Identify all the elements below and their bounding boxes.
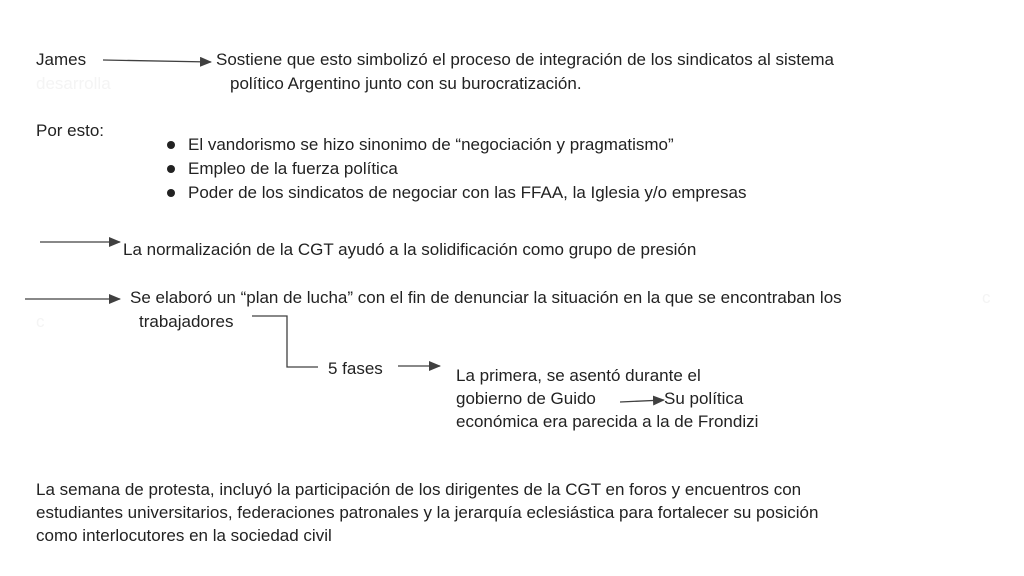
fases-label: 5 fases — [328, 359, 383, 378]
bullet-list — [163, 133, 746, 205]
bullet-item: El vandorismo se hizo sinonimo de “negociación y pragmatismo” — [163, 133, 746, 157]
james-text-line1: Sostiene que esto simbolizó el proceso de integración de los sindicatos al sistema — [216, 50, 835, 69]
bullet-item: Empleo de la fuerza política — [163, 157, 746, 181]
primera-line2: gobierno de Guido — [456, 389, 596, 408]
james-text-line2: político Argentino junto con su burocratización. — [230, 74, 582, 93]
arrow-guido — [620, 400, 664, 402]
elbow-connector-fases — [252, 316, 318, 367]
primera-line3: económica era parecida a la de Frondizi — [456, 412, 759, 431]
bullet-item: Poder de los sindicatos de negociar con las FFAA, la Iglesia y/o empresas — [163, 181, 746, 205]
plan-ghost-right: c — [982, 288, 991, 307]
arrow-james — [103, 60, 211, 62]
semana-line3: como interlocutores en la sociedad civil — [36, 526, 332, 545]
su-politica-text: Su política — [664, 389, 744, 408]
plan-de-lucha-line2: trabajadores — [139, 312, 234, 331]
semana-line2: estudiantes universitarios, federaciones patronales y la jerarquía eclesiástica para fortalecer su posición — [36, 503, 819, 522]
normalizacion-text: La normalización de la CGT ayudó a la solidificación como grupo de presión — [123, 240, 697, 259]
plan-de-lucha-line1: Se elaboró un “plan de lucha” con el fin de denunciar la situación en la que se encontraban los — [130, 288, 842, 307]
james-ghost-text: desarrolla — [36, 74, 111, 93]
por-esto-label: Por esto: — [36, 121, 105, 140]
james-label: James — [36, 50, 87, 69]
plan-ghost-left: c — [36, 312, 45, 331]
primera-line1: La primera, se asentó durante el — [456, 366, 701, 385]
semana-line1: La semana de protesta, incluyó la participación de los dirigentes de la CGT en foros y encuentros con — [36, 480, 802, 499]
